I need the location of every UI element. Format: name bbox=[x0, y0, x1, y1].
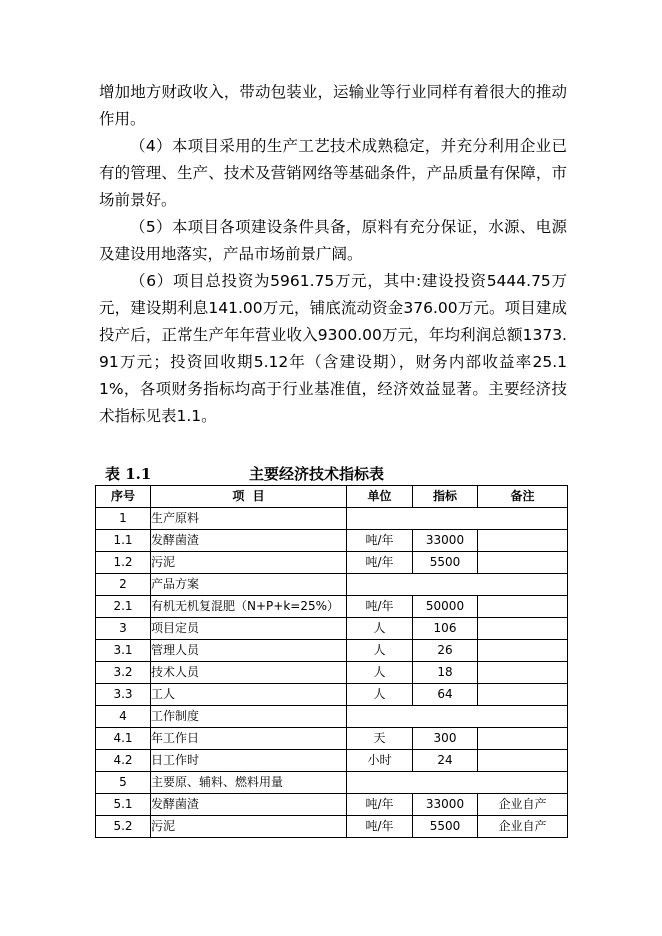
row-note bbox=[478, 750, 568, 772]
header-index: 序号 bbox=[96, 486, 151, 508]
row-index: 3.2 bbox=[96, 662, 151, 684]
row-index: 3 bbox=[96, 618, 151, 640]
table-row bbox=[96, 552, 568, 574]
row-value: 33000 bbox=[413, 794, 478, 816]
table-row bbox=[96, 750, 568, 772]
row-item: 管理人员 bbox=[151, 640, 347, 662]
header-unit: 单位 bbox=[347, 486, 413, 508]
row-item: 年工作日 bbox=[151, 728, 347, 750]
row-note: 企业自产 bbox=[478, 794, 568, 816]
table-header-row bbox=[96, 486, 568, 508]
row-index: 1 bbox=[96, 508, 151, 530]
row-index: 4.2 bbox=[96, 750, 151, 772]
table-body bbox=[96, 508, 568, 838]
row-index: 2 bbox=[96, 574, 151, 596]
table-title: 主要经济技术指标表 bbox=[249, 465, 385, 483]
table-number: 表 1.1 bbox=[105, 465, 152, 483]
row-note bbox=[478, 684, 568, 706]
row-note bbox=[478, 552, 568, 574]
row-item: 发酵菌渣 bbox=[151, 530, 347, 552]
paragraph-2: （4）本项目采用的生产工艺技术成熟稳定，并充分利用企业已有的管理、生产、技术及营销网络等基础条件，产品质量有保障，市场前景好。 bbox=[99, 137, 567, 209]
row-value: 24 bbox=[413, 750, 478, 772]
row-unit: 人 bbox=[347, 618, 413, 640]
row-note bbox=[478, 530, 568, 552]
row-value: 18 bbox=[413, 662, 478, 684]
row-value: 106 bbox=[413, 618, 478, 640]
row-item: 日工作时 bbox=[151, 750, 347, 772]
table-caption bbox=[99, 463, 567, 485]
table-row bbox=[96, 684, 568, 706]
row-item: 发酵菌渣 bbox=[151, 794, 347, 816]
row-index: 2.1 bbox=[96, 596, 151, 618]
row-value: 300 bbox=[413, 728, 478, 750]
row-note bbox=[478, 640, 568, 662]
table-row bbox=[96, 530, 568, 552]
row-unit: 人 bbox=[347, 640, 413, 662]
row-item: 产品方案 bbox=[151, 574, 347, 596]
table-row bbox=[96, 816, 568, 838]
row-value: 5500 bbox=[413, 552, 478, 574]
header-note: 备注 bbox=[478, 486, 568, 508]
table-row bbox=[96, 596, 568, 618]
row-blank bbox=[347, 706, 568, 728]
paragraph-3: （5）本项目各项建设条件具备，原料有充分保证，水源、电源及建设用地落实，产品市场前景广阔。 bbox=[99, 218, 567, 263]
table-row bbox=[96, 794, 568, 816]
row-note bbox=[478, 596, 568, 618]
paragraph-1: 增加地方财政收入，带动包装业，运输业等行业同样有着很大的推动作用。 bbox=[99, 83, 567, 128]
row-unit: 人 bbox=[347, 662, 413, 684]
row-index: 3.1 bbox=[96, 640, 151, 662]
row-unit: 吨/年 bbox=[347, 552, 413, 574]
row-item: 生产原料 bbox=[151, 508, 347, 530]
row-unit: 吨/年 bbox=[347, 816, 413, 838]
row-unit: 吨/年 bbox=[347, 794, 413, 816]
row-item: 工作制度 bbox=[151, 706, 347, 728]
row-blank bbox=[347, 772, 568, 794]
indicators-table bbox=[95, 485, 568, 838]
row-unit: 吨/年 bbox=[347, 530, 413, 552]
row-blank bbox=[347, 574, 568, 596]
row-value: 5500 bbox=[413, 816, 478, 838]
row-note: 企业自产 bbox=[478, 816, 568, 838]
row-unit: 小时 bbox=[347, 750, 413, 772]
row-item: 主要原、辅料、燃料用量 bbox=[151, 772, 347, 794]
row-index: 5 bbox=[96, 772, 151, 794]
table-row bbox=[96, 662, 568, 684]
table-section-row bbox=[96, 574, 568, 596]
table-section-row bbox=[96, 706, 568, 728]
paragraph-4: （6）项目总投资为5961.75万元，其中:建设投资5444.75万元，建设期利息141.00万元，铺底流动资金376.00万元。项目建成投产后，正常生产年年营业收入9300.00万元，年均利润总额1373.91万元；投资回收期5.12年（含建设期），财务内部收益率25.11%，各项财务指标均高于行业基准值，经济效益显著。主要经济技术指标见表1.1。 bbox=[99, 272, 567, 425]
table-section-row bbox=[96, 772, 568, 794]
table-row bbox=[96, 640, 568, 662]
row-note bbox=[478, 728, 568, 750]
table-row bbox=[96, 728, 568, 750]
row-item: 污泥 bbox=[151, 552, 347, 574]
row-item: 有机无机复混肥（N+P+k=25%） bbox=[151, 596, 347, 618]
body-text bbox=[99, 79, 567, 430]
row-value: 64 bbox=[413, 684, 478, 706]
row-index: 4 bbox=[96, 706, 151, 728]
row-item: 工人 bbox=[151, 684, 347, 706]
row-item: 技术人员 bbox=[151, 662, 347, 684]
table-section-row bbox=[96, 508, 568, 530]
row-index: 4.1 bbox=[96, 728, 151, 750]
row-unit: 天 bbox=[347, 728, 413, 750]
row-item: 污泥 bbox=[151, 816, 347, 838]
row-note bbox=[478, 618, 568, 640]
row-unit: 人 bbox=[347, 684, 413, 706]
row-item: 项目定员 bbox=[151, 618, 347, 640]
row-blank bbox=[347, 508, 568, 530]
header-item: 项 目 bbox=[151, 486, 347, 508]
header-value: 指标 bbox=[413, 486, 478, 508]
row-index: 3.3 bbox=[96, 684, 151, 706]
row-index: 5.2 bbox=[96, 816, 151, 838]
row-value: 50000 bbox=[413, 596, 478, 618]
row-index: 5.1 bbox=[96, 794, 151, 816]
row-index: 1.2 bbox=[96, 552, 151, 574]
row-index: 1.1 bbox=[96, 530, 151, 552]
row-value: 26 bbox=[413, 640, 478, 662]
table-row bbox=[96, 618, 568, 640]
row-note bbox=[478, 662, 568, 684]
row-value: 33000 bbox=[413, 530, 478, 552]
row-unit: 吨/年 bbox=[347, 596, 413, 618]
